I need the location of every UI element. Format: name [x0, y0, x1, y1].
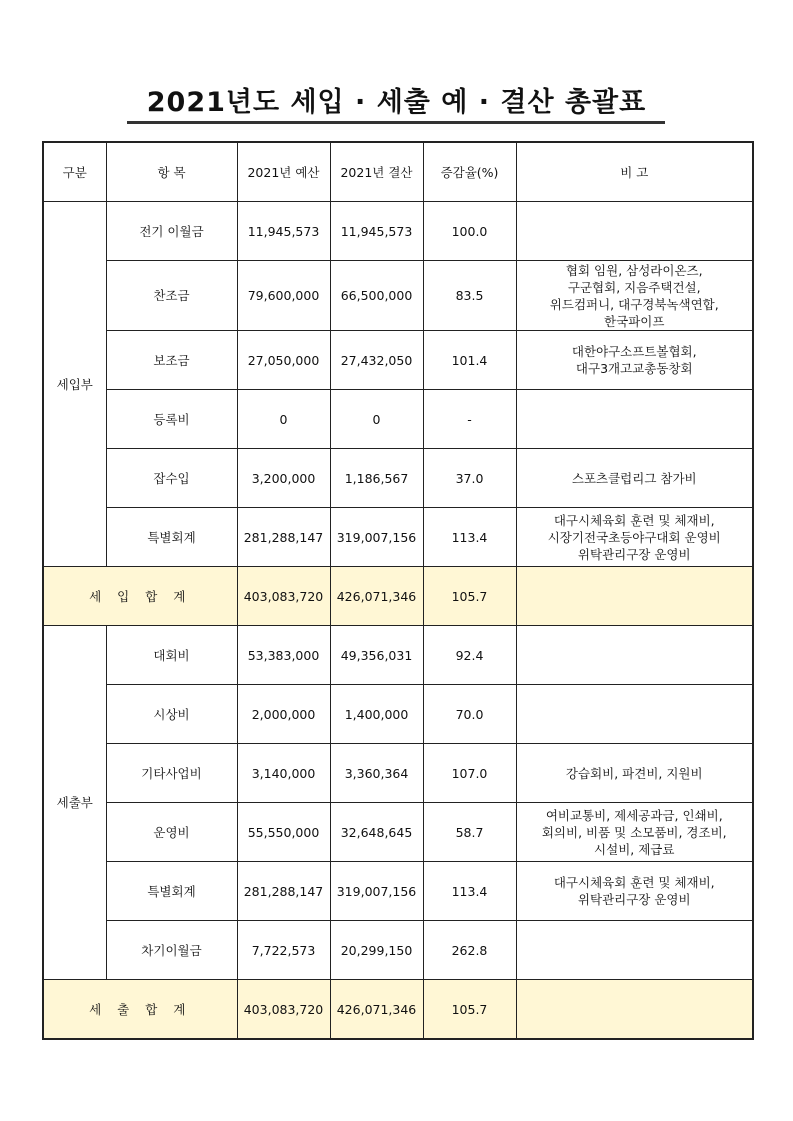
row-settlement: 49,356,031: [330, 626, 423, 685]
revenue-total-label: 세 입 합 계: [43, 567, 237, 626]
expenditure-total-rate: 105.7: [423, 980, 516, 1040]
row-budget: 79,600,000: [237, 261, 330, 331]
row-remarks: [516, 626, 753, 685]
row-settlement: 1,400,000: [330, 685, 423, 744]
row-rate: 113.4: [423, 508, 516, 567]
row-item: 잡수입: [106, 449, 237, 508]
row-remarks: [516, 390, 753, 449]
page-title: 2021년도 세입 · 세출 예 · 결산 총괄표: [146, 87, 647, 118]
row-rate: 92.4: [423, 626, 516, 685]
row-settlement: 319,007,156: [330, 508, 423, 567]
expenditure-total-row: [43, 980, 753, 1040]
row-budget: 3,140,000: [237, 744, 330, 803]
row-settlement: 27,432,050: [330, 331, 423, 390]
table-row: [43, 202, 753, 261]
row-remarks: 여비교통비, 제세공과금, 인쇄비, 회의비, 비품 및 소모품비, 경조비, 시설비, 제급료: [516, 803, 753, 862]
title-underline: [127, 121, 665, 124]
row-settlement: 32,648,645: [330, 803, 423, 862]
row-item: 등록비: [106, 390, 237, 449]
row-budget: 27,050,000: [237, 331, 330, 390]
expenditure-total-settlement: 426,071,346: [330, 980, 423, 1040]
row-item: 대회비: [106, 626, 237, 685]
table-row: [43, 390, 753, 449]
row-budget: 281,288,147: [237, 862, 330, 921]
revenue-total-row: [43, 567, 753, 626]
header-item: 항 목: [106, 142, 237, 202]
row-item: 기타사업비: [106, 744, 237, 803]
header-settlement: 2021년 결산: [330, 142, 423, 202]
row-rate: 262.8: [423, 921, 516, 980]
table-row: [43, 685, 753, 744]
row-budget: 281,288,147: [237, 508, 330, 567]
row-budget: 2,000,000: [237, 685, 330, 744]
revenue-group-label: 세입부: [43, 202, 106, 567]
table-row: [43, 331, 753, 390]
row-remarks: 대구시체육회 훈련 및 체재비, 시장기전국초등야구대회 운영비 위탁관리구장 운영비: [516, 508, 753, 567]
expenditure-total-budget: 403,083,720: [237, 980, 330, 1040]
table-header-row: [43, 142, 753, 202]
row-remarks: 스포츠클럽리그 참가비: [516, 449, 753, 508]
row-settlement: 0: [330, 390, 423, 449]
row-item: 찬조금: [106, 261, 237, 331]
row-rate: 37.0: [423, 449, 516, 508]
row-remarks: [516, 685, 753, 744]
row-rate: 83.5: [423, 261, 516, 331]
row-item: 차기이월금: [106, 921, 237, 980]
row-item: 특별회계: [106, 508, 237, 567]
table-row: [43, 261, 753, 331]
row-item: 운영비: [106, 803, 237, 862]
row-rate: 100.0: [423, 202, 516, 261]
row-settlement: 20,299,150: [330, 921, 423, 980]
row-remarks: 대구시체육회 훈련 및 체재비, 위탁관리구장 운영비: [516, 862, 753, 921]
expenditure-total-label: 세 출 합 계: [43, 980, 237, 1040]
revenue-total-rate: 105.7: [423, 567, 516, 626]
row-budget: 11,945,573: [237, 202, 330, 261]
row-settlement: 1,186,567: [330, 449, 423, 508]
row-rate: 107.0: [423, 744, 516, 803]
row-remarks: [516, 202, 753, 261]
revenue-total-settlement: 426,071,346: [330, 567, 423, 626]
table-row: [43, 803, 753, 862]
table-row: [43, 744, 753, 803]
table-row: [43, 921, 753, 980]
row-budget: 55,550,000: [237, 803, 330, 862]
row-item: 특별회계: [106, 862, 237, 921]
row-rate: 70.0: [423, 685, 516, 744]
table-row: [43, 449, 753, 508]
header-remarks: 비 고: [516, 142, 753, 202]
row-rate: -: [423, 390, 516, 449]
row-settlement: 66,500,000: [330, 261, 423, 331]
revenue-total-budget: 403,083,720: [237, 567, 330, 626]
row-rate: 113.4: [423, 862, 516, 921]
row-budget: 53,383,000: [237, 626, 330, 685]
row-budget: 7,722,573: [237, 921, 330, 980]
row-rate: 101.4: [423, 331, 516, 390]
table-row: [43, 862, 753, 921]
row-item: 보조금: [106, 331, 237, 390]
table-row: [43, 626, 753, 685]
row-budget: 0: [237, 390, 330, 449]
table-row: [43, 508, 753, 567]
row-settlement: 319,007,156: [330, 862, 423, 921]
row-remarks: 강습회비, 파견비, 지원비: [516, 744, 753, 803]
budget-summary-table: [42, 141, 754, 1040]
row-remarks: [516, 921, 753, 980]
expenditure-total-remarks: [516, 980, 753, 1040]
expenditure-group-label: 세출부: [43, 626, 106, 980]
header-rate: 증감율(%): [423, 142, 516, 202]
row-remarks: 협회 임원, 삼성라이온즈, 구군협회, 지음주택건설, 위드컴퍼니, 대구경북녹색연합, 한국파이프: [516, 261, 753, 331]
header-budget: 2021년 예산: [237, 142, 330, 202]
revenue-total-remarks: [516, 567, 753, 626]
row-item: 전기 이월금: [106, 202, 237, 261]
row-budget: 3,200,000: [237, 449, 330, 508]
row-settlement: 3,360,364: [330, 744, 423, 803]
row-remarks: 대한야구소프트볼협회, 대구3개고교총동창회: [516, 331, 753, 390]
row-settlement: 11,945,573: [330, 202, 423, 261]
header-category: 구분: [43, 142, 106, 202]
row-item: 시상비: [106, 685, 237, 744]
row-rate: 58.7: [423, 803, 516, 862]
